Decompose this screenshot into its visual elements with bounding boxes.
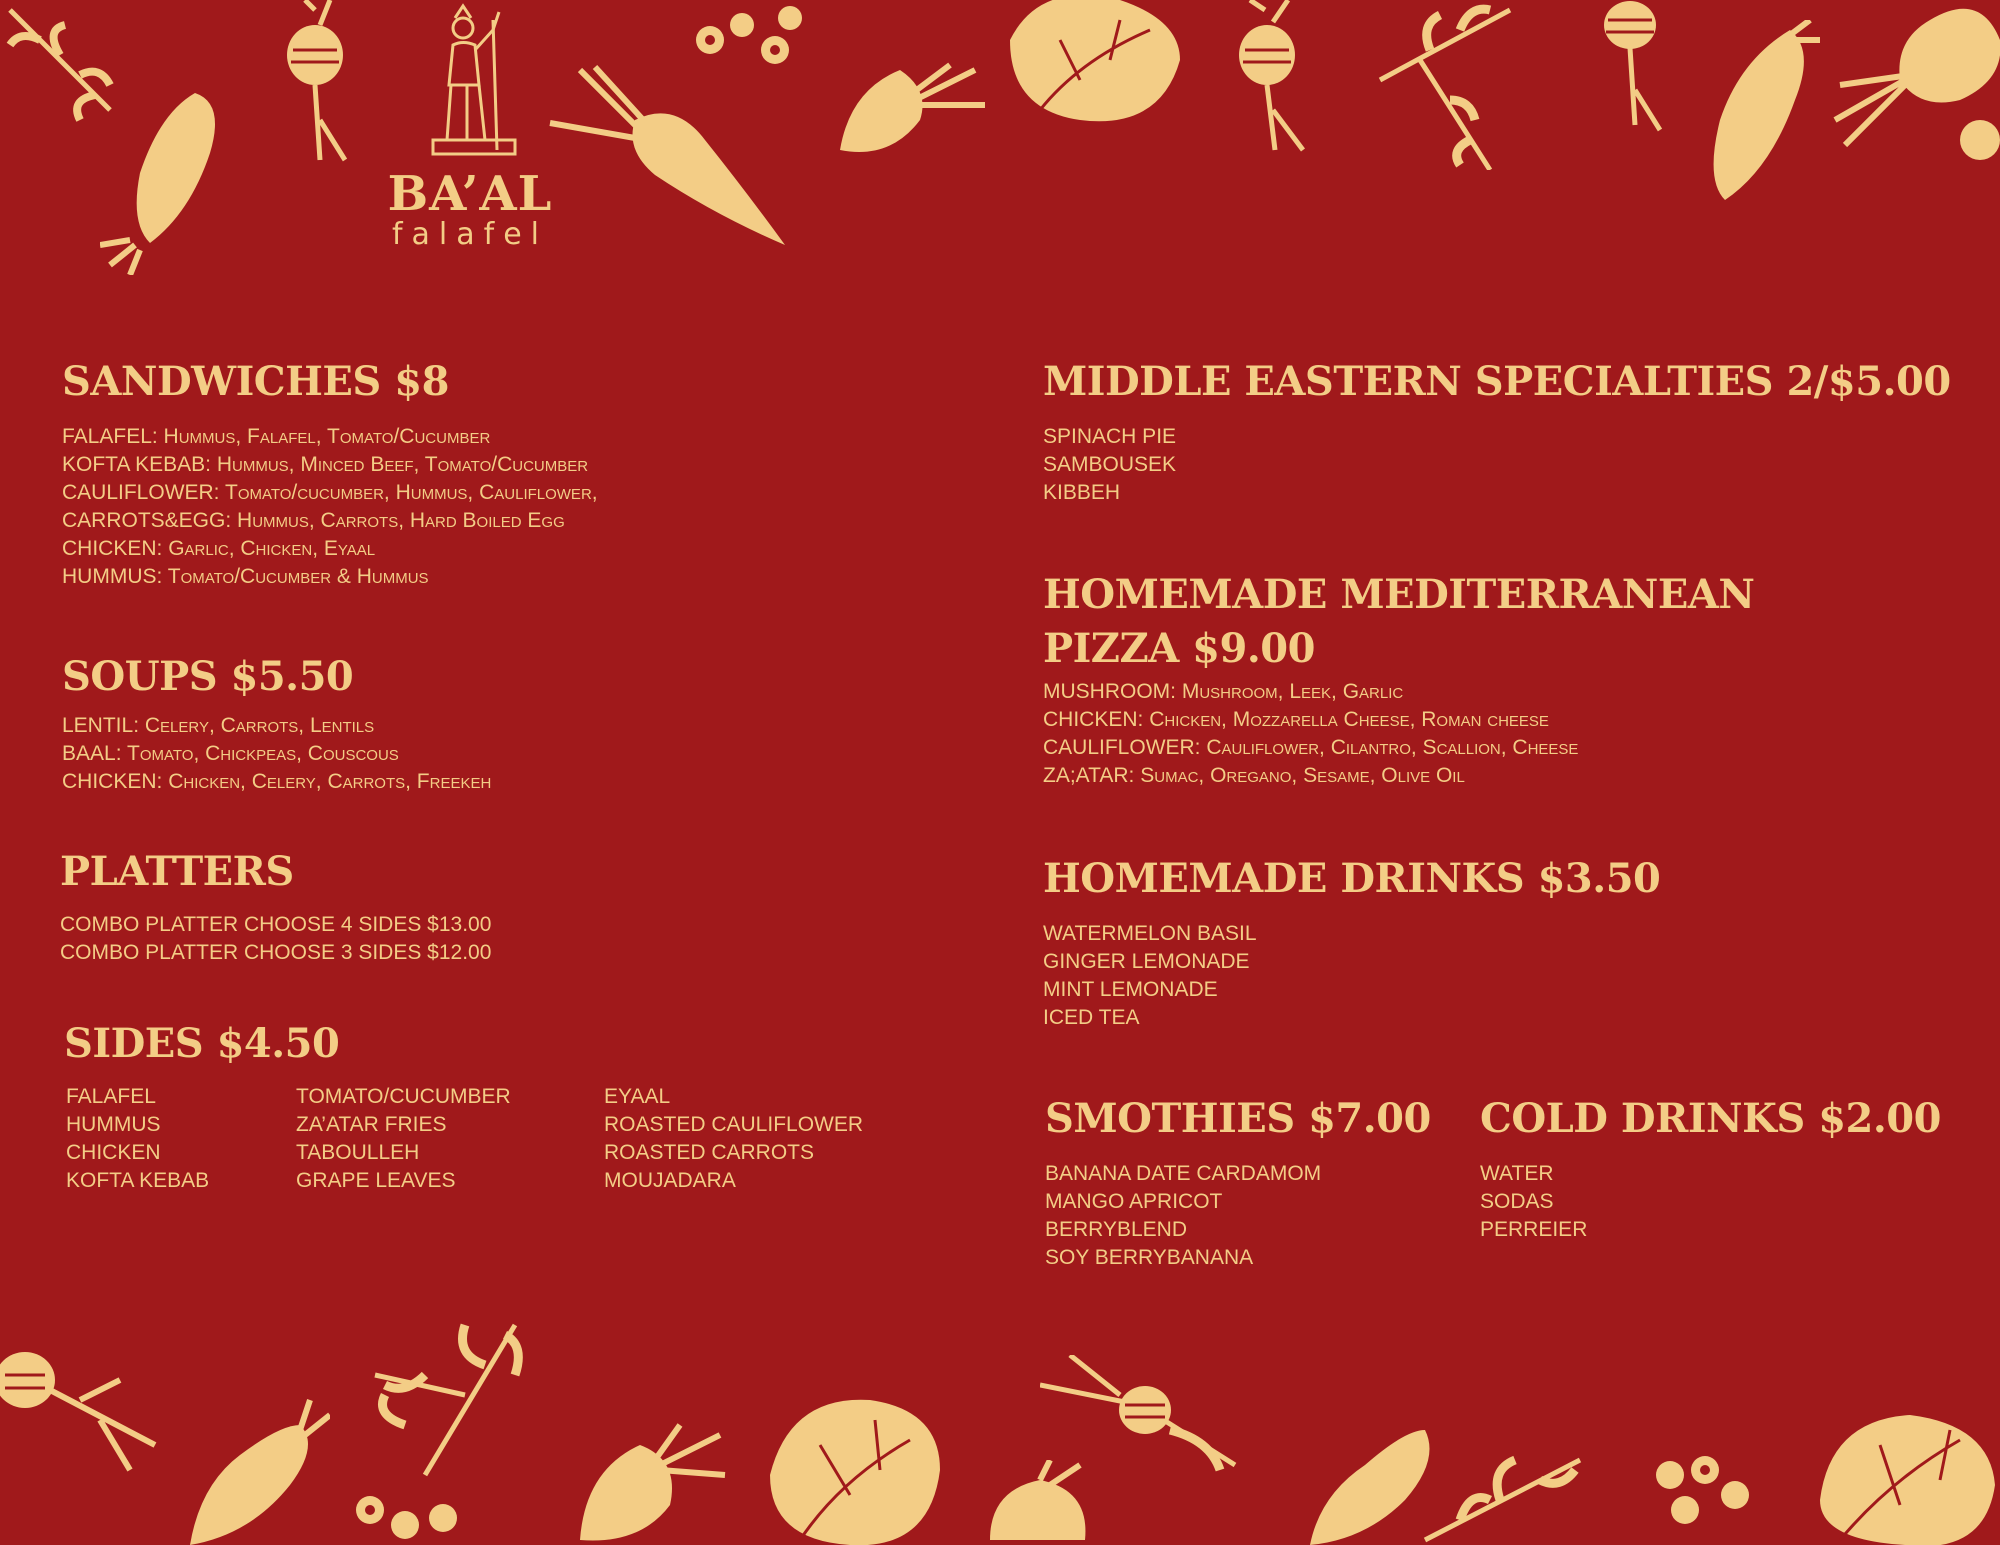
list-item: MUSHROOM: Mushroom, Leek, Garlic — [1043, 680, 1404, 703]
list-item: MINT LEMONADE — [1043, 978, 1218, 1001]
smoothies-section — [1045, 1092, 1431, 1272]
list-item: ICED TEA — [1043, 1006, 1140, 1029]
soups-title: SOUPS $5.50 — [62, 653, 354, 700]
list-item: BANANA DATE CARDAMOM — [1045, 1162, 1322, 1185]
list-item: WATER — [1480, 1162, 1554, 1185]
radish-icon — [830, 60, 990, 160]
list-item: WATERMELON BASIL — [1043, 922, 1257, 945]
sandwiches-section — [62, 355, 598, 591]
soups-list — [62, 712, 491, 796]
list-item: CHICKEN: Chicken, Mozzarella Cheese, Roman cheese — [1043, 708, 1549, 731]
list-item: GINGER LEMONADE — [1043, 950, 1250, 973]
list-item: GRAPE LEAVES — [296, 1169, 456, 1192]
list-item: KIBBEH — [1043, 481, 1121, 504]
carrot-icon — [100, 85, 230, 275]
list-item: SPINACH PIE — [1043, 425, 1177, 448]
herb-icon — [1360, 0, 1520, 170]
list-item: MANGO APRICOT — [1045, 1190, 1223, 1213]
list-item: FALAFEL: Hummus, Falafel, Tomato/Cucumber — [62, 425, 491, 448]
beet-icon — [1600, 0, 1670, 135]
list-item: HUMMUS: Tomato/Cucumber & Hummus — [62, 565, 429, 588]
cold-drinks-section — [1480, 1092, 1941, 1244]
list-item: FALAFEL — [66, 1085, 156, 1108]
list-item: KOFTA KEBAB — [66, 1169, 210, 1192]
list-item: CAULIFLOWER: Tomato/cucumber, Hummus, Cauliflower, — [62, 481, 598, 504]
list-item: COMBO PLATTER CHOOSE 4 SIDES $13.00 — [60, 913, 492, 936]
cold-drinks-title: COLD DRINKS $2.00 — [1480, 1095, 1941, 1142]
list-item: MOUJADARA — [604, 1169, 736, 1192]
list-item: PERREIER — [1480, 1218, 1588, 1241]
list-item: SOY BERRYBANANA — [1045, 1246, 1254, 1269]
carrot-icon — [1690, 20, 1820, 210]
smoothies-list — [1045, 1160, 1431, 1272]
sides-section — [64, 1017, 863, 1195]
specialties-title: MIDDLE EASTERN SPECIALTIES 2/$5.00 — [1043, 358, 1951, 405]
specialties-list — [1043, 423, 1951, 507]
sides-column — [604, 1083, 863, 1195]
drinks-title: HOMEMADE DRINKS $3.50 — [1043, 855, 1661, 902]
drinks-section — [1043, 852, 1660, 1032]
list-item: ROASTED CAULIFLOWER — [604, 1113, 864, 1136]
drinks-list — [1043, 920, 1660, 1032]
sandwiches-title: SANDWICHES $8 — [62, 358, 449, 405]
list-item: BERRYBLEND — [1045, 1218, 1187, 1241]
radish-icon — [570, 1420, 730, 1545]
list-item: CARROTS&EGG: Hummus, Carrots, Hard Boiled Egg — [62, 509, 565, 532]
carrot-icon — [545, 60, 795, 250]
soups-section — [62, 650, 491, 796]
pizza-section — [1043, 568, 1754, 790]
leaf-icon — [1000, 0, 1190, 130]
list-item: EYAAL — [604, 1085, 671, 1108]
sides-columns — [64, 1083, 863, 1195]
list-item: LENTIL: Celery, Carrots, Lentils — [62, 714, 375, 737]
beet-icon — [1040, 1355, 1240, 1485]
sandwiches-list — [62, 423, 598, 591]
cold-drinks-list — [1480, 1160, 1941, 1244]
list-item: SODAS — [1480, 1190, 1554, 1213]
pizza-title-line1: HOMEMADE MEDITERRANEAN — [1043, 571, 1755, 618]
chickpea-icon — [1645, 1450, 1765, 1530]
pizza-title-line2: PIZZA $9.00 — [1043, 625, 1315, 672]
brand-logo — [370, 0, 570, 251]
list-item: BAAL: Tomato, Chickpeas, Couscous — [62, 742, 399, 765]
list-item: CHICKEN — [66, 1141, 161, 1164]
herb-icon — [1420, 1440, 1590, 1545]
list-item: SAMBOUSEK — [1043, 453, 1177, 476]
specialties-section — [1043, 355, 1951, 507]
list-item: HUMMUS — [66, 1113, 161, 1136]
list-item: ZA’ATAR FRIES — [296, 1113, 447, 1136]
list-item: TOMATO/CUCUMBER — [296, 1085, 511, 1108]
leaf-icon — [760, 1395, 950, 1545]
list-item: ROASTED CARROTS — [604, 1141, 815, 1164]
platters-list — [60, 911, 491, 967]
beet-icon — [0, 1340, 160, 1480]
sides-column — [64, 1083, 296, 1195]
pizza-list — [1043, 678, 1754, 790]
list-item: ZA;ATAR: Sumac, Oregano, Sesame, Olive Oil — [1043, 764, 1465, 787]
brand-subtitle: falafel — [391, 217, 549, 252]
sides-title: SIDES $4.50 — [64, 1020, 340, 1067]
beet-icon — [275, 0, 365, 170]
pharaoh-figure-logo — [405, 0, 535, 165]
list-item: CHICKEN: Garlic, Chicken, Eyaal — [62, 537, 376, 560]
smoothies-title: SMOTHIES $7.00 — [1045, 1095, 1431, 1142]
platters-title: PLATTERS — [60, 848, 294, 895]
leaf-icon — [1810, 1410, 2000, 1545]
list-item: KOFTA KEBAB: Hummus, Minced Beef, Tomato/Cucumber — [62, 453, 589, 476]
list-item: CHICKEN: Chicken, Celery, Carrots, Freekeh — [62, 770, 492, 793]
carrot-icon — [1830, 0, 2000, 190]
list-item: CAULIFLOWER: Cauliflower, Cilantro, Scallion, Cheese — [1043, 736, 1579, 759]
sides-column — [296, 1083, 604, 1195]
herb-icon — [365, 1315, 545, 1485]
beet-icon — [1225, 0, 1325, 160]
list-item: TABOULLEH — [296, 1141, 420, 1164]
chickpea-icon — [345, 1480, 465, 1545]
list-item: COMBO PLATTER CHOOSE 3 SIDES $12.00 — [60, 941, 492, 964]
platters-section — [60, 845, 491, 967]
carrot-icon — [190, 1395, 330, 1545]
brand-name: BA’AL — [387, 166, 553, 222]
